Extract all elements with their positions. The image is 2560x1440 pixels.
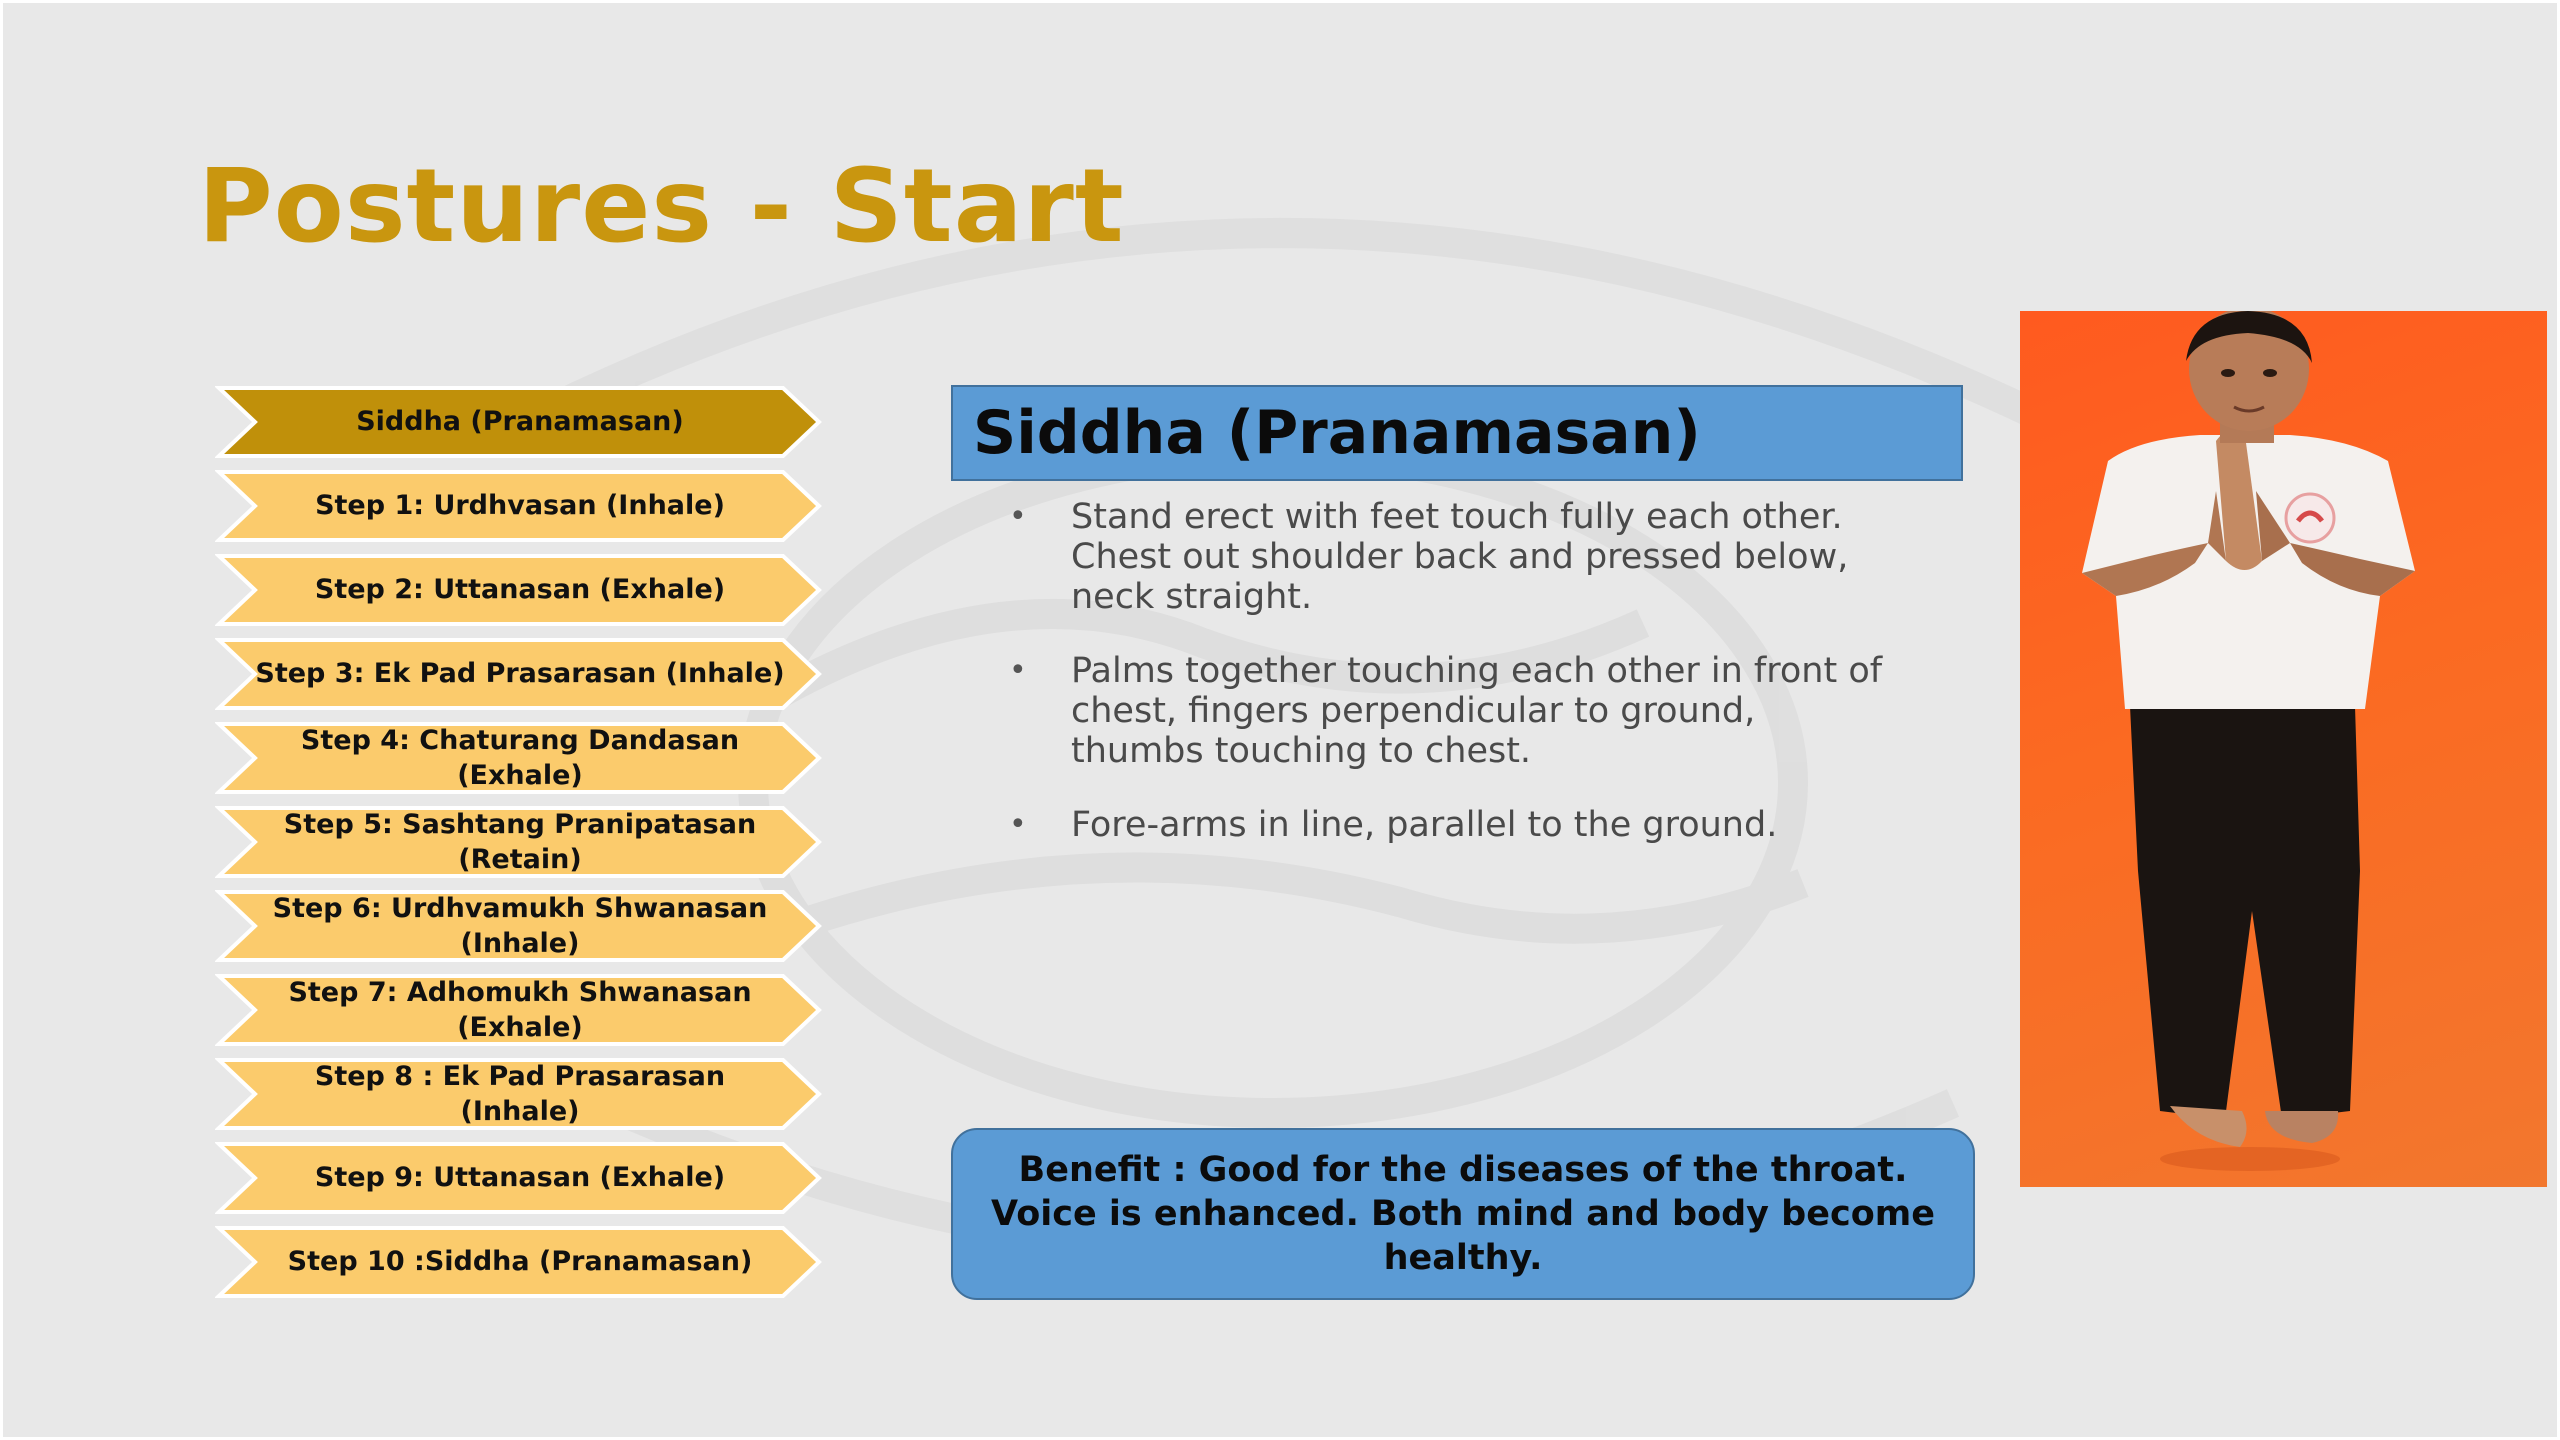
posture-photo xyxy=(2020,311,2547,1187)
step-item-2[interactable] xyxy=(215,552,825,628)
step-label: Step 7: Adhomukh Shwanasan (Exhale) xyxy=(288,976,752,1043)
instruction-item: • Palms together touching each other in front of chest, fingers perpendicular to ground, thumbs touching to chest. xyxy=(1003,651,1883,771)
step-label: Step 1: Urdhvasan (Inhale) xyxy=(315,490,725,522)
step-item-8[interactable] xyxy=(215,1056,825,1132)
step-item-5[interactable] xyxy=(215,804,825,880)
step-item-10[interactable] xyxy=(215,1224,825,1300)
detail-header xyxy=(951,385,1963,481)
step-item-6[interactable] xyxy=(215,888,825,964)
benefit-text: Benefit : Good for the diseases of the throat. Voice is enhanced. Both mind and body become healthy. xyxy=(991,1150,1935,1278)
step-label: Step 8 : Ek Pad Prasarasan (Inhale) xyxy=(314,1060,726,1127)
step-item-siddha[interactable] xyxy=(215,384,825,460)
detail-heading: Siddha (Pranamasan) xyxy=(973,398,1701,468)
slide xyxy=(3,3,2557,1437)
step-item-4[interactable] xyxy=(215,720,825,796)
step-label: Step 3: Ek Pad Prasarasan (Inhale) xyxy=(255,658,785,690)
step-label: Step 2: Uttanasan (Exhale) xyxy=(314,574,726,606)
instruction-item: • Stand erect with feet touch fully each other. Chest out shoulder back and pressed below, neck straight. xyxy=(1003,497,1883,617)
step-label: Step 4: Chaturang Dandasan (Exhale) xyxy=(300,724,740,791)
step-label: Step 10 :Siddha (Pranamasan) xyxy=(287,1246,753,1278)
step-label: Step 6: Urdhvamukh Shwanasan (Inhale) xyxy=(272,892,768,959)
step-label: Step 9: Uttanasan (Exhale) xyxy=(314,1162,726,1194)
step-list xyxy=(215,384,825,1303)
step-item-9[interactable] xyxy=(215,1140,825,1216)
slide-title: Postures - Start xyxy=(198,147,1125,266)
step-item-3[interactable] xyxy=(215,636,825,712)
person-pranamasan-illustration xyxy=(2020,311,2547,1187)
benefit-box xyxy=(951,1128,1975,1300)
step-label: Siddha (Pranamasan) xyxy=(356,406,684,438)
instruction-item: • Fore-arms in line, parallel to the ground. xyxy=(1003,805,1883,845)
instruction-list xyxy=(1003,497,1883,879)
step-item-7[interactable] xyxy=(215,972,825,1048)
step-item-1[interactable] xyxy=(215,468,825,544)
step-label: Step 5: Sashtang Pranipatasan (Retain) xyxy=(283,808,757,875)
